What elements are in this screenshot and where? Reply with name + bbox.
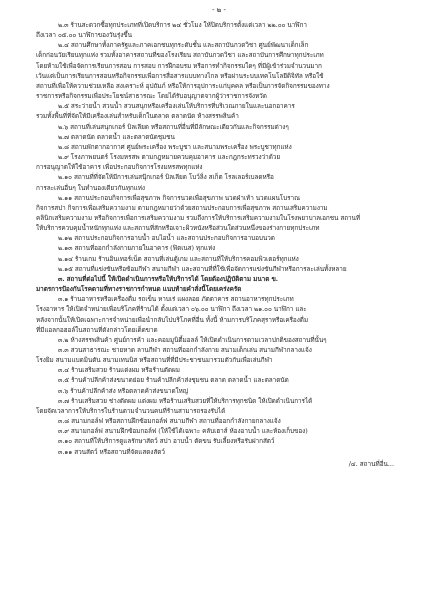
text-line: ๓.๘ สนามกอล์ฟ หรือสถานฝึกซ้อมกอล์ฟ สนามกีฬา สถานที่ออกกำลังกายกลางแจ้ง [58, 417, 281, 426]
text-line: การละเล่นอื่นๆ ในทำนองเดียวกันทุกแห่ง [36, 183, 145, 192]
page-number: - ๒ - [212, 6, 226, 14]
text-line: ถึงเวลา ๐๕.๐๐ นาฬิกาของวันรุ่งขึ้น [36, 31, 132, 40]
text-line: การอนุญาตให้ใช้อาคาร เพื่อประกอบกิจการโรงมหรสพทุกแห่ง [36, 163, 203, 172]
text-line: ๓.๑๑ สวนสัตว์ หรือสถานที่จัดแสดงสัตว์ [58, 447, 165, 456]
text-line: ๒.๕ สระว่ายน้ำ สวนน้ำ สวนสนุกหรือเครื่องเล่นให้บริการที่บริเวณภายในและนอกอาคาร [58, 102, 295, 111]
text-line: โรงอาหาร ให้เปิดจำหน่ายเพื่อบริโภคที่ร้านได้ ตั้งแต่เวลา ๐๖.๐๐ นาฬิกา ถึงเวลา ๒๑.๐๐ นาฬิกา และ [36, 305, 307, 314]
text-line: ให้บริการควบคุมน้ำหนักทุกแห่ง และสถานที่สักหรือเจาะผิวหนังหรือส่วนใดส่วนหนึ่งของร่างกายทุกประเภท [36, 224, 320, 233]
continuation-note: /๔. สถานที่อื่น... [348, 459, 394, 468]
text-line: ๓.๓ สวนสาธารณะ ชายหาด ลานกีฬา สถานที่ออกกำลังกาย สนามเด็กเล่น สนามกีฬากลางแจ้ง [58, 346, 312, 354]
text-line: ๒.๙ โรงภาพยนตร์ โรงมหรสพ ตามกฎหมายควบคุมอาคาร และกฎกระทรวงว่าด้วย [58, 153, 281, 162]
text-line: ๓.๙ สนามกอล์ฟ สนามฝึกซ้อมกอล์ฟ (ให้ใช้ได้เฉพาะ คลับเฮาส์ ห้องอาบน้ำ และห้องเก็บของ) [58, 427, 308, 436]
text-line: ๒.๑๒ สถานประกอบกิจการอาบน้ำ อบไอน้ำ และสถานประกอบกิจการอาบอบนวด [58, 234, 275, 243]
text-line: ๒.๗ ตลาดนัด ตลาดน้ำ และตลาดนัดชุมชน [58, 132, 175, 141]
text-line: คลินิกเสริมความงาม หรือกิจการเพื่อการเสริมความงาม รวมถึงการให้บริการเสริมความงามในโรงพยาบาลเอกชน สถานที่ [36, 213, 361, 222]
text-line: ๒.๑๓ สถานที่ออกกำลังกายภายในอาคาร (ฟิตเนส) ทุกแห่ง [58, 244, 216, 253]
text-line: ๒.๖ สถานที่เล่นสนุกเกอร์ บิลเลียด หรือสถานที่อื่นที่มีลักษณะเดียวกันและกิจกรรมต่างๆ [58, 122, 289, 131]
text-line: ๓.๗ ร้านเสริมสวย ช่างตัดผม แต่งผม หรือร้านเสริมสวยที่ให้บริการทุกชนิด ให้เปิดดำเนินการได้ [58, 396, 313, 405]
text-line: ๒.๑๐ สถานที่ที่จัดให้มีการเล่นสนุ๊กเกอร์ บิลเลียด โบว์ลิ่ง สเก็ต โรลเลอร์เบลดหรือ [58, 173, 274, 182]
text-line: โดยห้ามใช้เพื่อจัดการเรียนการสอน การสอบ การฝึกอบรม หรือการทำกิจกรรมใดๆ ที่มีผู้เข้าร่วมจำนวนมาก [36, 61, 322, 70]
text-line: ๒.๓ ร้านสะดวกซื้อทุกประเภทที่เปิดบริการ ๒๔ ชั่วโมง ให้ปิดบริการตั้งแต่เวลา ๒๒.๐๐ นาฬิกา [58, 21, 307, 29]
text-line: ๓.๕ ร้านค้าปลีกค้าส่งขนาดย่อย ร้านค้าปลีกค้าส่งชุมชน ตลาด ตลาดน้ำ และตลาดนัด [58, 376, 289, 385]
text-line: เด็กก่อนวัยเรียนทุกแห่ง รวมทั้งอาคารสถานที่ของโรงเรียน สถาบันกวดวิชา และสถาบันการศึกษาทุกประเภท [36, 51, 324, 60]
text-line: ๓. สถานที่ต่อไปนี้ ให้เปิดดำเนินการหรือให้บริการได้ โดยต้องปฏิบัติตาม มนาต ข. [58, 274, 278, 283]
document-body [36, 20, 402, 457]
text-line: ๓.๖ ร้านค้าปลีกค้าส่ง หรือตลาดค้าส่งขนาดใหญ่ [58, 386, 189, 395]
text-line: ๒.๑๔ ร้านเกม ร้านอินเทอร์เน็ต สถานที่เล่นตู้เกม และสถานที่ให้บริการคอมพิวเตอร์ทุกแห่ง [58, 254, 299, 263]
text-line: ที่มีแอลกอฮอล์ในสถานที่ดังกล่าวโดยเด็ดขาด [36, 325, 158, 334]
text-line: สถานที่เพื่อให้ความช่วยเหลือ สงเคราะห์ อุปถัมภ์ หรือให้การอุปการะแก่บุคคล หรือเป็นการจัดกิจกรรมของทาง [36, 81, 330, 90]
text-line: รวมทั้งพื้นที่ที่จัดให้มีเครื่องเล่นสำหรับเด็กในตลาด ตลาดนัด ห้างสรรพสินค้า [36, 112, 239, 121]
text-line: โรงยิม สนามแบดมินตัน สนามเทนนิส หรือสถานที่ที่มีประชาชนมารวมตัวกันเพื่อเล่นกีฬา [36, 356, 273, 365]
text-line: ๓.๒ ห้างสรรพสินค้า ศูนย์การค้า และคอมมูนิตี้มอลล์ ให้เปิดดำเนินการตามเวลาปกติของสถานที่นั้นๆ [58, 335, 327, 344]
text-line: กิจการสปา กิจการเพื่อเสริมความงาม ตามกฎหมายว่าด้วยสถานประกอบการเพื่อสุขภาพ สถานเสริมความงาม [36, 203, 328, 212]
text-line: หลังจากนั้นให้เปิดเฉพาะการจำหน่ายเพื่อนำกลับไปบริโภคที่อื่น ทั้งนี้ ห้ามการบริโภคสุราหรือเครื่องดื่ม [36, 315, 309, 324]
text-line: ๒.๑๑ สถานประกอบกิจการเพื่อสุขภาพ กิจการนวดเพื่อสุขภาพ นวดฝ่าเท้า นวดแผนโบราณ [58, 193, 300, 202]
text-line: มาตรการป้องกันโรคตามที่ทางราชการกำหนด แนบท้ายคำสั่งนี้โดยเคร่งครัด [36, 285, 242, 294]
text-line: ๒.๑๕ สถานที่แข่งขันหรือซ้อมกีฬา สนามกีฬา และสถานที่ที่ใช้เพื่อจัดการแข่งขันกีฬาหรือการละเล่นทั้งหลาย [58, 264, 347, 273]
text-line: เว้นแต่เป็นการเรียนการสอนหรือกิจกรรมเพื่อการสื่อสารแบบทางไกล หรือผ่านระบบเทคโนโลยีดิจิทัล หรือใช้ [36, 71, 324, 80]
text-line: ราชการหรือกิจกรรมเพื่อประโยชน์สาธารณะ โดยได้รับอนุญาตจากผู้ว่าราชการจังหวัด [36, 92, 267, 101]
text-line: ๓.๔ ร้านเสริมสวย ร้านแต่งผม หรือร้านตัดผม [58, 366, 180, 375]
text-line: ๓.๑๐ สถานที่ให้บริการดูแลรักษาสัตว์ สปา อาบน้ำ ตัดขน รับเลี้ยงหรือรับฝากสัตว์ [58, 437, 275, 446]
text-line: โดยจัดเวลาการให้บริการในร้านตามจำนวนคนที่ร้านสามารถรองรับได้ [36, 406, 226, 415]
text-line: ๒.๘ สถานพักตากอากาศ ศูนย์พระเครื่อง พระบูชา และสนามพระเครื่อง พระบูชาทุกแห่ง [58, 142, 292, 151]
text-line: ๓.๑ ร้านอาหารหรือเครื่องดื่ม รถเข็น หาบเร่ แผงลอย ภัตตาคาร สถานอาหารทุกประเภท [58, 295, 294, 304]
text-line: ๒.๔ สถานศึกษาทั้งภาครัฐและภาคเอกชนทุกระดับชั้น และสถาบันกวดวิชา ศูนย์พัฒนาเด็กเล็ก [58, 41, 309, 50]
